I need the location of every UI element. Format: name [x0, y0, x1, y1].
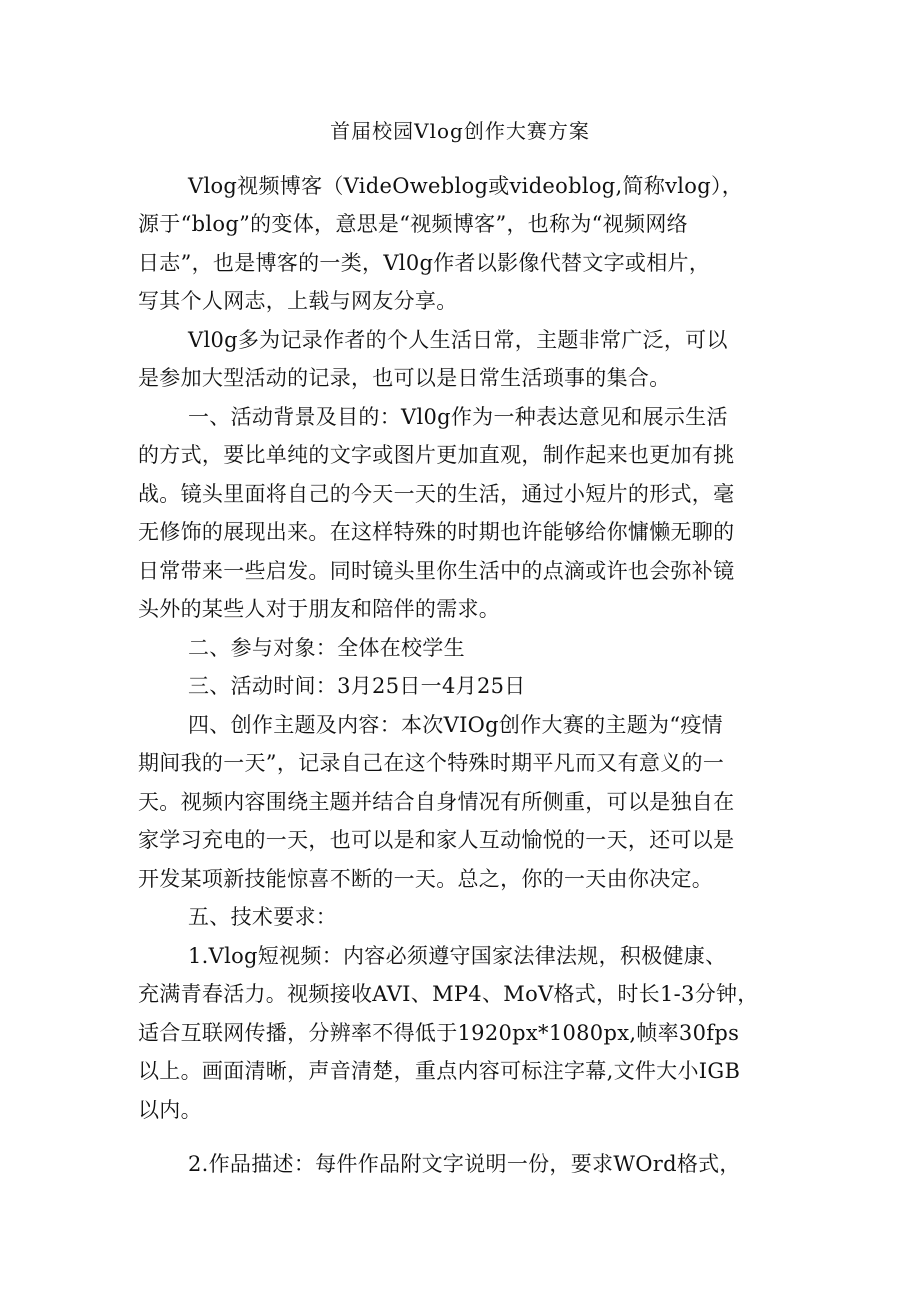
technical-item-1-line: 适合互联网传播，分辨率不得低于1920px*1080px,帧率30fps [138, 1021, 740, 1045]
section-background-line: 的方式，要比单纯的文字或图片更加直观，制作起来也更加有挑 [138, 443, 735, 467]
section-time: 三、活动时间：3月25日一4月25日 [188, 674, 526, 698]
section-theme-line: 期间我的一天”，记录自己在这个特殊时期平凡而又有意义的一 [138, 751, 725, 775]
technical-item-1-line: 以上。画面清晰，声音清楚，重点内容可标注字幕,文件大小IGB [138, 1059, 741, 1083]
section-theme-line: 四、创作主题及内容：本次VIOg创作大赛的主题为“疫情 [188, 713, 723, 737]
intro-paragraph-line: 写其个人网志，上载与网友分享。 [138, 289, 458, 313]
section-background-line: 头外的某些人对于朋友和陪伴的需求。 [138, 597, 501, 621]
intro-paragraph-line: 源于“blog”的变体，意思是“视频博客”，也称为“视频网络 [138, 212, 688, 236]
intro-paragraph-line: 日志”，也是博客的一类，Vl0g作者以影像代替文字或相片， [138, 251, 711, 275]
section-background-line: 一、活动背景及目的：Vl0g作为一种表达意见和展示生活 [188, 405, 728, 429]
document-title: 首届校园Vlog创作大赛方案 [330, 119, 590, 143]
section-technical-heading: 五、技术要求： [188, 905, 338, 929]
technical-item-1-line: 以内。 [138, 1098, 202, 1122]
vlog-description-line: Vl0g多为记录作者的个人生活日常，主题非常广泛，可以 [188, 328, 728, 352]
intro-paragraph-line: Vlog视频博客（VideOweblog或videoblog,简称vlog）， [188, 174, 744, 198]
technical-item-1-line: 1.Vlog短视频：内容必须遵守国家法律法规，积极健康、 [188, 944, 727, 968]
section-theme-line: 开发某项新技能惊喜不断的一天。总之，你的一天由你决定。 [138, 867, 714, 891]
section-background-line: 日常带来一些启发。同时镜头里你生活中的点滴或许也会弥补镜 [138, 559, 735, 583]
section-theme-line: 家学习充电的一天，也可以是和家人互动愉悦的一天，还可以是 [138, 828, 735, 852]
vlog-description-line: 是参加大型活动的记录，也可以是日常生活琐事的集合。 [138, 366, 671, 390]
section-participants: 二、参与对象：全体在校学生 [188, 636, 465, 660]
section-theme-line: 天。视频内容围绕主题并结合自身情况有所侧重，可以是独自在 [138, 790, 735, 814]
section-background-line: 无修饰的展现出来。在这样特殊的时期也许能够给你慵懒无聊的 [138, 520, 735, 544]
technical-item-1-line: 充满青春活力。视频接收AVI、MP4、MoV格式，时长1-3分钟， [138, 982, 759, 1006]
technical-item-2-line: 2.作品描述：每件作品附文字说明一份，要求WOrd格式， [188, 1152, 741, 1176]
section-background-line: 战。镜头里面将自己的今天一天的生活，通过小短片的形式，毫 [138, 482, 735, 506]
